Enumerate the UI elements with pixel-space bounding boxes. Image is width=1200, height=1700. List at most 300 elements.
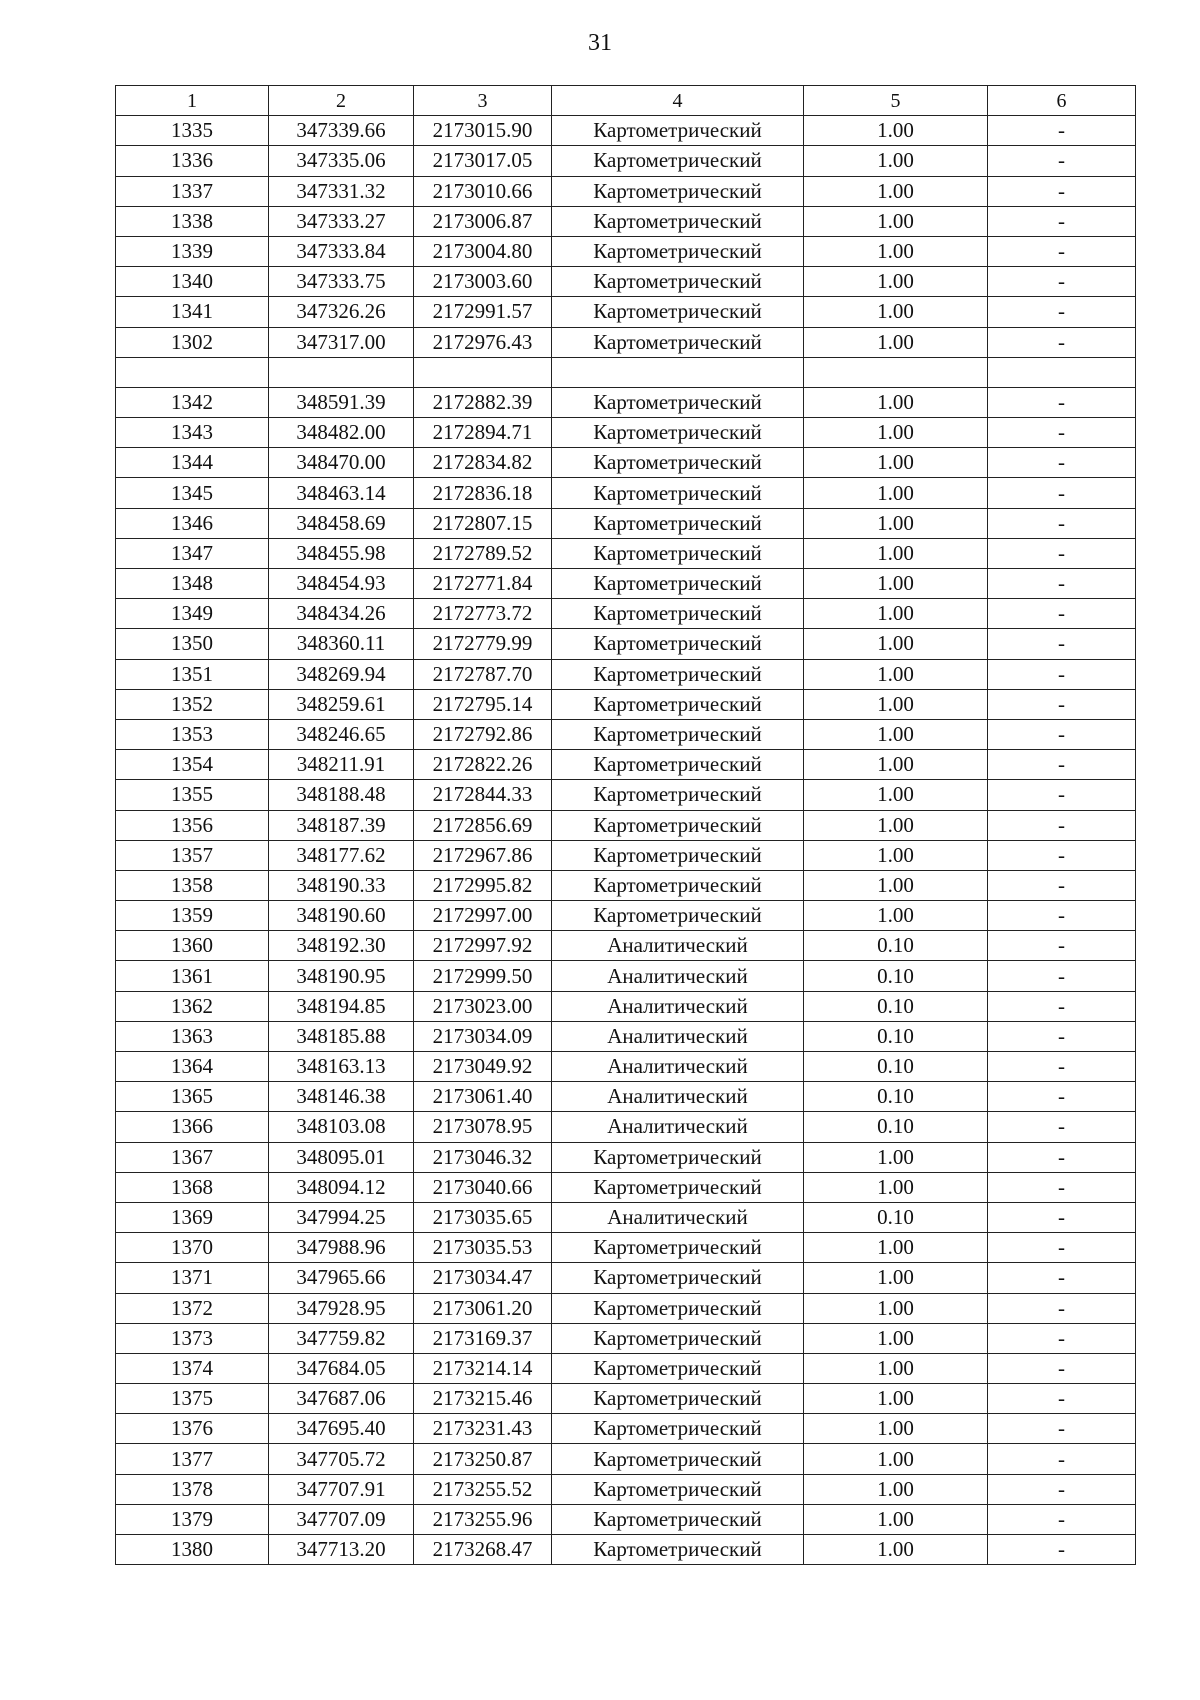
point-number-cell: 1335 [116, 116, 269, 146]
point-number-cell: 1377 [116, 1444, 269, 1474]
accuracy-cell: 1.00 [804, 1172, 988, 1202]
point-number-cell [116, 357, 269, 387]
table-row [116, 448, 1136, 478]
x-coordinate-cell: 348454.93 [269, 569, 414, 599]
accuracy-cell: 1.00 [804, 750, 988, 780]
point-number-cell: 1302 [116, 327, 269, 357]
header-row [116, 86, 1136, 116]
y-coordinate-cell: 2172773.72 [414, 599, 552, 629]
note-cell: - [988, 387, 1136, 417]
y-coordinate-cell: 2172999.50 [414, 961, 552, 991]
accuracy-cell: 1.00 [804, 1233, 988, 1263]
method-cell: Картометрический [552, 599, 804, 629]
y-coordinate-cell: 2172997.92 [414, 931, 552, 961]
note-cell: - [988, 267, 1136, 297]
table-row [116, 1414, 1136, 1444]
note-cell: - [988, 991, 1136, 1021]
note-cell: - [988, 931, 1136, 961]
note-cell: - [988, 1233, 1136, 1263]
point-number-cell: 1359 [116, 901, 269, 931]
x-coordinate-cell: 348163.13 [269, 1052, 414, 1082]
y-coordinate-cell: 2172894.71 [414, 418, 552, 448]
point-number-cell: 1339 [116, 236, 269, 266]
table-row [116, 659, 1136, 689]
x-coordinate-cell: 348187.39 [269, 810, 414, 840]
point-number-cell: 1360 [116, 931, 269, 961]
x-coordinate-cell: 348146.38 [269, 1082, 414, 1112]
header-col-4: 4 [552, 86, 804, 116]
table-row [116, 1202, 1136, 1232]
y-coordinate-cell: 2173250.87 [414, 1444, 552, 1474]
x-coordinate-cell: 347707.91 [269, 1474, 414, 1504]
note-cell: - [988, 116, 1136, 146]
accuracy-cell: 1.00 [804, 719, 988, 749]
method-cell: Картометрический [552, 1474, 804, 1504]
table-row [116, 1052, 1136, 1082]
x-coordinate-cell: 347988.96 [269, 1233, 414, 1263]
y-coordinate-cell: 2172991.57 [414, 297, 552, 327]
y-coordinate-cell: 2172779.99 [414, 629, 552, 659]
accuracy-cell: 0.10 [804, 1052, 988, 1082]
x-coordinate-cell: 348190.95 [269, 961, 414, 991]
y-coordinate-cell: 2172822.26 [414, 750, 552, 780]
x-coordinate-cell: 348470.00 [269, 448, 414, 478]
note-cell: - [988, 1504, 1136, 1534]
accuracy-cell: 1.00 [804, 116, 988, 146]
method-cell: Аналитический [552, 1202, 804, 1232]
note-cell: - [988, 1384, 1136, 1414]
note-cell: - [988, 780, 1136, 810]
accuracy-cell [804, 357, 988, 387]
method-cell: Картометрический [552, 267, 804, 297]
page-number: 31 [588, 30, 612, 56]
point-number-cell: 1367 [116, 1142, 269, 1172]
method-cell: Картометрический [552, 176, 804, 206]
point-number-cell: 1372 [116, 1293, 269, 1323]
method-cell: Аналитический [552, 1021, 804, 1051]
accuracy-cell: 0.10 [804, 1021, 988, 1051]
method-cell: Картометрический [552, 327, 804, 357]
y-coordinate-cell: 2173023.00 [414, 991, 552, 1021]
coordinates-table [115, 85, 1136, 1565]
method-cell: Картометрический [552, 418, 804, 448]
point-number-cell: 1341 [116, 297, 269, 327]
table-row [116, 236, 1136, 266]
y-coordinate-cell: 2173034.09 [414, 1021, 552, 1051]
y-coordinate-cell: 2173034.47 [414, 1263, 552, 1293]
x-coordinate-cell: 348194.85 [269, 991, 414, 1021]
table-row [116, 206, 1136, 236]
accuracy-cell: 1.00 [804, 1323, 988, 1353]
note-cell: - [988, 599, 1136, 629]
y-coordinate-cell: 2173035.65 [414, 1202, 552, 1232]
method-cell: Картометрический [552, 1444, 804, 1474]
method-cell: Картометрический [552, 901, 804, 931]
accuracy-cell: 1.00 [804, 780, 988, 810]
note-cell: - [988, 901, 1136, 931]
table-row [116, 780, 1136, 810]
table-row [116, 538, 1136, 568]
x-coordinate-cell: 347335.06 [269, 146, 414, 176]
note-cell: - [988, 1444, 1136, 1474]
y-coordinate-cell: 2173035.53 [414, 1233, 552, 1263]
y-coordinate-cell: 2172882.39 [414, 387, 552, 417]
y-coordinate-cell: 2173004.80 [414, 236, 552, 266]
x-coordinate-cell: 347684.05 [269, 1353, 414, 1383]
x-coordinate-cell: 347333.75 [269, 267, 414, 297]
note-cell: - [988, 1172, 1136, 1202]
header-col-1: 1 [116, 86, 269, 116]
accuracy-cell: 0.10 [804, 1082, 988, 1112]
note-cell: - [988, 750, 1136, 780]
point-number-cell: 1346 [116, 508, 269, 538]
x-coordinate-cell [269, 357, 414, 387]
x-coordinate-cell: 348190.33 [269, 870, 414, 900]
point-number-cell: 1357 [116, 840, 269, 870]
table-row [116, 1504, 1136, 1534]
accuracy-cell: 0.10 [804, 991, 988, 1021]
method-cell [552, 357, 804, 387]
y-coordinate-cell: 2172967.86 [414, 840, 552, 870]
table-row [116, 1142, 1136, 1172]
y-coordinate-cell: 2173255.96 [414, 1504, 552, 1534]
method-cell: Картометрический [552, 1263, 804, 1293]
table-row [116, 810, 1136, 840]
x-coordinate-cell: 347695.40 [269, 1414, 414, 1444]
note-cell: - [988, 297, 1136, 327]
y-coordinate-cell: 2172771.84 [414, 569, 552, 599]
point-number-cell: 1370 [116, 1233, 269, 1263]
y-coordinate-cell: 2172834.82 [414, 448, 552, 478]
header-col-3: 3 [414, 86, 552, 116]
point-number-cell: 1358 [116, 870, 269, 900]
method-cell: Картометрический [552, 689, 804, 719]
point-number-cell: 1340 [116, 267, 269, 297]
y-coordinate-cell: 2173231.43 [414, 1414, 552, 1444]
table-row [116, 1444, 1136, 1474]
note-cell: - [988, 1202, 1136, 1232]
point-number-cell: 1350 [116, 629, 269, 659]
table-row [116, 901, 1136, 931]
accuracy-cell: 1.00 [804, 1474, 988, 1504]
x-coordinate-cell: 348269.94 [269, 659, 414, 689]
x-coordinate-cell: 347713.20 [269, 1535, 414, 1565]
method-cell: Картометрический [552, 1172, 804, 1202]
point-number-cell: 1355 [116, 780, 269, 810]
point-number-cell: 1380 [116, 1535, 269, 1565]
table-row [116, 327, 1136, 357]
y-coordinate-cell: 2172787.70 [414, 659, 552, 689]
x-coordinate-cell: 348095.01 [269, 1142, 414, 1172]
accuracy-cell: 1.00 [804, 146, 988, 176]
x-coordinate-cell: 347331.32 [269, 176, 414, 206]
note-cell: - [988, 1142, 1136, 1172]
x-coordinate-cell: 347928.95 [269, 1293, 414, 1323]
point-number-cell: 1344 [116, 448, 269, 478]
table-row [116, 1384, 1136, 1414]
x-coordinate-cell: 348192.30 [269, 931, 414, 961]
note-cell: - [988, 236, 1136, 266]
accuracy-cell: 1.00 [804, 176, 988, 206]
accuracy-cell: 0.10 [804, 1112, 988, 1142]
point-number-cell: 1375 [116, 1384, 269, 1414]
x-coordinate-cell: 348246.65 [269, 719, 414, 749]
point-number-cell: 1361 [116, 961, 269, 991]
point-number-cell: 1354 [116, 750, 269, 780]
x-coordinate-cell: 348188.48 [269, 780, 414, 810]
point-number-cell: 1348 [116, 569, 269, 599]
note-cell: - [988, 1263, 1136, 1293]
table-row [116, 991, 1136, 1021]
y-coordinate-cell: 2172836.18 [414, 478, 552, 508]
accuracy-cell: 1.00 [804, 387, 988, 417]
accuracy-cell: 1.00 [804, 267, 988, 297]
x-coordinate-cell: 347705.72 [269, 1444, 414, 1474]
table-row [116, 719, 1136, 749]
point-number-cell: 1343 [116, 418, 269, 448]
point-number-cell: 1373 [116, 1323, 269, 1353]
method-cell: Картометрический [552, 236, 804, 266]
table-row [116, 931, 1136, 961]
point-number-cell: 1363 [116, 1021, 269, 1051]
table-row [116, 1233, 1136, 1263]
note-cell: - [988, 1293, 1136, 1323]
table-row [116, 297, 1136, 327]
method-cell: Картометрический [552, 116, 804, 146]
table-row [116, 508, 1136, 538]
accuracy-cell: 1.00 [804, 659, 988, 689]
accuracy-cell: 1.00 [804, 870, 988, 900]
table-row [116, 1112, 1136, 1142]
table-row [116, 267, 1136, 297]
note-cell: - [988, 1353, 1136, 1383]
method-cell: Картометрический [552, 750, 804, 780]
note-cell: - [988, 1474, 1136, 1504]
note-cell: - [988, 689, 1136, 719]
method-cell: Картометрический [552, 146, 804, 176]
method-cell: Картометрический [552, 1323, 804, 1353]
y-coordinate-cell: 2172997.00 [414, 901, 552, 931]
accuracy-cell: 1.00 [804, 810, 988, 840]
accuracy-cell: 1.00 [804, 448, 988, 478]
y-coordinate-cell: 2172856.69 [414, 810, 552, 840]
method-cell: Аналитический [552, 1082, 804, 1112]
point-number-cell: 1379 [116, 1504, 269, 1534]
note-cell [988, 357, 1136, 387]
note-cell: - [988, 569, 1136, 599]
y-coordinate-cell: 2173169.37 [414, 1323, 552, 1353]
table-row [116, 840, 1136, 870]
method-cell: Картометрический [552, 1353, 804, 1383]
method-cell: Картометрический [552, 1414, 804, 1444]
y-coordinate-cell: 2173017.05 [414, 146, 552, 176]
y-coordinate-cell: 2173061.40 [414, 1082, 552, 1112]
accuracy-cell: 1.00 [804, 206, 988, 236]
method-cell: Картометрический [552, 297, 804, 327]
table-row [116, 1353, 1136, 1383]
note-cell: - [988, 1414, 1136, 1444]
note-cell: - [988, 538, 1136, 568]
table-row [116, 689, 1136, 719]
note-cell: - [988, 1082, 1136, 1112]
method-cell: Картометрический [552, 810, 804, 840]
point-number-cell: 1368 [116, 1172, 269, 1202]
y-coordinate-cell: 2172995.82 [414, 870, 552, 900]
accuracy-cell: 1.00 [804, 689, 988, 719]
table-row [116, 1474, 1136, 1504]
point-number-cell: 1376 [116, 1414, 269, 1444]
point-number-cell: 1352 [116, 689, 269, 719]
accuracy-cell: 0.10 [804, 931, 988, 961]
table-row [116, 750, 1136, 780]
method-cell: Аналитический [552, 991, 804, 1021]
point-number-cell: 1366 [116, 1112, 269, 1142]
table-row [116, 870, 1136, 900]
method-cell: Картометрический [552, 538, 804, 568]
table-row [116, 599, 1136, 629]
table-row [116, 569, 1136, 599]
x-coordinate-cell: 347965.66 [269, 1263, 414, 1293]
accuracy-cell: 1.00 [804, 1384, 988, 1414]
y-coordinate-cell: 2173255.52 [414, 1474, 552, 1504]
table-row [116, 176, 1136, 206]
x-coordinate-cell: 347333.84 [269, 236, 414, 266]
y-coordinate-cell: 2172844.33 [414, 780, 552, 810]
y-coordinate-cell: 2173049.92 [414, 1052, 552, 1082]
y-coordinate-cell: 2173003.60 [414, 267, 552, 297]
point-number-cell: 1342 [116, 387, 269, 417]
x-coordinate-cell: 348591.39 [269, 387, 414, 417]
note-cell: - [988, 448, 1136, 478]
y-coordinate-cell: 2173078.95 [414, 1112, 552, 1142]
accuracy-cell: 1.00 [804, 1263, 988, 1293]
x-coordinate-cell: 348458.69 [269, 508, 414, 538]
y-coordinate-cell: 2173268.47 [414, 1535, 552, 1565]
accuracy-cell: 1.00 [804, 236, 988, 266]
note-cell: - [988, 1112, 1136, 1142]
table-row [116, 1535, 1136, 1565]
x-coordinate-cell: 348190.60 [269, 901, 414, 931]
accuracy-cell: 1.00 [804, 840, 988, 870]
point-number-cell: 1369 [116, 1202, 269, 1232]
accuracy-cell: 1.00 [804, 327, 988, 357]
y-coordinate-cell: 2173015.90 [414, 116, 552, 146]
table-row [116, 478, 1136, 508]
x-coordinate-cell: 347333.27 [269, 206, 414, 236]
x-coordinate-cell: 347994.25 [269, 1202, 414, 1232]
point-number-cell: 1338 [116, 206, 269, 236]
x-coordinate-cell: 347687.06 [269, 1384, 414, 1414]
y-coordinate-cell: 2172807.15 [414, 508, 552, 538]
method-cell: Картометрический [552, 448, 804, 478]
note-cell: - [988, 478, 1136, 508]
table-row [116, 1082, 1136, 1112]
x-coordinate-cell: 347339.66 [269, 116, 414, 146]
y-coordinate-cell: 2172792.86 [414, 719, 552, 749]
table-header [116, 86, 1136, 116]
x-coordinate-cell: 348360.11 [269, 629, 414, 659]
x-coordinate-cell: 348482.00 [269, 418, 414, 448]
point-number-cell: 1337 [116, 176, 269, 206]
y-coordinate-cell: 2173061.20 [414, 1293, 552, 1323]
note-cell: - [988, 146, 1136, 176]
table-row [116, 1263, 1136, 1293]
table-row [116, 116, 1136, 146]
method-cell: Картометрический [552, 840, 804, 870]
x-coordinate-cell: 348103.08 [269, 1112, 414, 1142]
note-cell: - [988, 508, 1136, 538]
point-number-cell: 1362 [116, 991, 269, 1021]
y-coordinate-cell: 2172795.14 [414, 689, 552, 719]
x-coordinate-cell: 347326.26 [269, 297, 414, 327]
y-coordinate-cell: 2172789.52 [414, 538, 552, 568]
point-number-cell: 1345 [116, 478, 269, 508]
x-coordinate-cell: 348185.88 [269, 1021, 414, 1051]
x-coordinate-cell: 348259.61 [269, 689, 414, 719]
point-number-cell: 1365 [116, 1082, 269, 1112]
table-row [116, 1172, 1136, 1202]
accuracy-cell: 1.00 [804, 1535, 988, 1565]
table-row [116, 1293, 1136, 1323]
method-cell: Картометрический [552, 1233, 804, 1263]
note-cell: - [988, 840, 1136, 870]
accuracy-cell: 1.00 [804, 538, 988, 568]
y-coordinate-cell [414, 357, 552, 387]
point-number-cell: 1374 [116, 1353, 269, 1383]
x-coordinate-cell: 347707.09 [269, 1504, 414, 1534]
point-number-cell: 1336 [116, 146, 269, 176]
method-cell: Аналитический [552, 1052, 804, 1082]
note-cell: - [988, 418, 1136, 448]
note-cell: - [988, 961, 1136, 991]
method-cell: Картометрический [552, 629, 804, 659]
method-cell: Картометрический [552, 870, 804, 900]
x-coordinate-cell: 348094.12 [269, 1172, 414, 1202]
method-cell: Картометрический [552, 1293, 804, 1323]
accuracy-cell: 1.00 [804, 569, 988, 599]
x-coordinate-cell: 348463.14 [269, 478, 414, 508]
method-cell: Картометрический [552, 569, 804, 599]
accuracy-cell: 0.10 [804, 961, 988, 991]
table-row [116, 418, 1136, 448]
method-cell: Картометрический [552, 508, 804, 538]
point-number-cell: 1356 [116, 810, 269, 840]
y-coordinate-cell: 2173215.46 [414, 1384, 552, 1414]
header-col-6: 6 [988, 86, 1136, 116]
accuracy-cell: 1.00 [804, 1414, 988, 1444]
accuracy-cell: 1.00 [804, 418, 988, 448]
note-cell: - [988, 659, 1136, 689]
note-cell: - [988, 810, 1136, 840]
point-number-cell: 1351 [116, 659, 269, 689]
note-cell: - [988, 1323, 1136, 1353]
note-cell: - [988, 1021, 1136, 1051]
y-coordinate-cell: 2172976.43 [414, 327, 552, 357]
note-cell: - [988, 1052, 1136, 1082]
x-coordinate-cell: 348434.26 [269, 599, 414, 629]
y-coordinate-cell: 2173010.66 [414, 176, 552, 206]
table-row [116, 357, 1136, 387]
table-row [116, 961, 1136, 991]
method-cell: Картометрический [552, 659, 804, 689]
method-cell: Картометрический [552, 1535, 804, 1565]
y-coordinate-cell: 2173040.66 [414, 1172, 552, 1202]
method-cell: Картометрический [552, 1142, 804, 1172]
method-cell: Картометрический [552, 1504, 804, 1534]
accuracy-cell: 1.00 [804, 508, 988, 538]
method-cell: Картометрический [552, 206, 804, 236]
x-coordinate-cell: 348455.98 [269, 538, 414, 568]
